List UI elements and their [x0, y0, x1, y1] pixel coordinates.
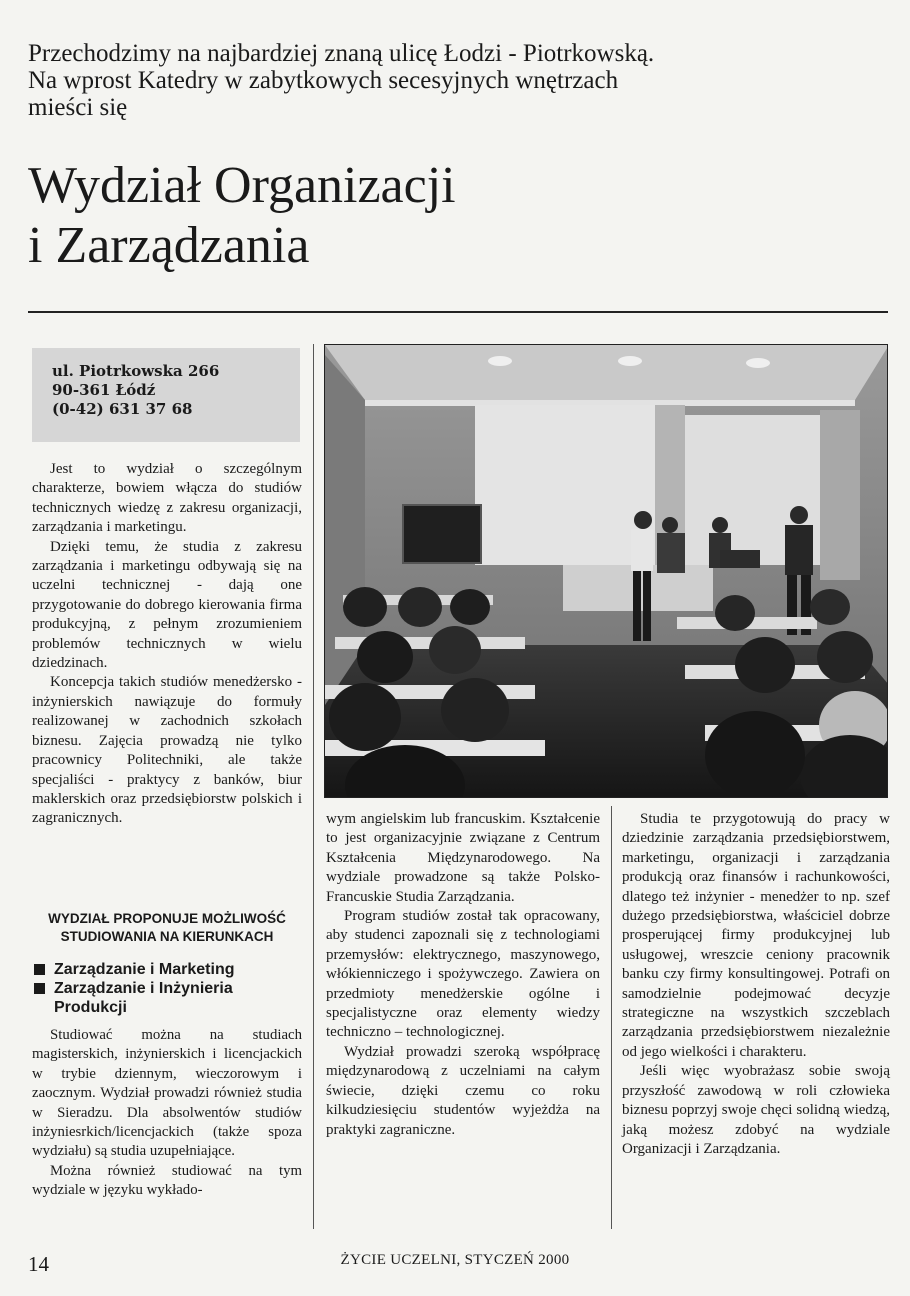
kierunki-list	[32, 960, 302, 1017]
col2-paragraph-2: Program studiów został tak opracowany, aby studenci zapoznali się z technologiami przemysłów: elektrycznego, maszynowego, włókienniczego i spożywczego. Zawiera on przedmioty menedżerskie ogólne i specjalistyczne oraz elementy wiedzy techniczno – technologicznej.	[326, 908, 600, 1041]
column-2	[326, 810, 600, 1140]
column-divider-1	[313, 344, 314, 1229]
col3-paragraph-2: Jeśli więc wyobrażasz sobie swoją przyszłość zawodową w roli człowieka biznesu poprzyj swoje chęci solidną wiedzą, jaką możesz zdobyć na wydziale Organizacji i Zarządzania.	[622, 1063, 890, 1157]
col2-paragraph-3: Wydział prowadzi szeroką współpracę międzynarodową z uczelniami na całym świecie, dzięki czemu co roku kilkudziesięciu studentów wyjeżdża na praktyki zagraniczne.	[326, 1043, 600, 1138]
classroom-photo-illustration	[325, 345, 888, 798]
col2-paragraph-1: wym angielskim lub francuskim. Kształcenie to jest organizacyjnie związane z Centrum Kształcenia Międzynarodowego. Na wydziale prowadzone są także Polsko-Francuskie Studia Zarządzania.	[326, 811, 600, 905]
list-item	[32, 979, 302, 1017]
section-heading-line-2: STUDIOWANIA NA KIERUNKACH	[60, 929, 274, 944]
section-paragraph-2: Można również studiować na tym wydziale w języku wykłado-	[32, 1162, 302, 1199]
page-title	[28, 156, 888, 276]
intro-line-1: Przechodzimy na najbardziej znaną ulicę Łodzi - Piotrkowską.	[28, 40, 655, 67]
bullet-square-icon	[34, 964, 45, 975]
page-number: 14	[28, 1252, 49, 1276]
address-phone: (0-42) 631 37 68	[52, 400, 193, 418]
intro-line-3: mieści się	[28, 94, 128, 121]
magazine-footer: ŻYCIE UCZELNI, STYCZEŃ 2000	[340, 1252, 570, 1268]
title-line-2: i Zarządzania	[28, 217, 310, 274]
kierunek-2: Zarządzanie i Inżynieria Produkcji	[54, 980, 233, 1016]
list-item	[32, 960, 302, 979]
title-divider	[28, 311, 888, 313]
col1-paragraph-1: Jest to wydział o szczególnym charakterze, bowiem włącza do studiów technicznych wiedzę z zakresu organizacji, zarządzania i marketingu.	[32, 461, 302, 536]
intro-text	[28, 40, 888, 121]
section-paragraph-1: Studiować można na studiach magisterskich, inżynierskich i licencjackich w trybie dziennym, wieczorowym i zaocznym. Wydział prowadzi również studia w Sieradzu. Dla absolwentów studiów inżyniesrkich/licencjackich (także spoza wydziału) są studia uzupełniające.	[32, 1027, 302, 1160]
title-line-1: Wydział Organizacji	[28, 157, 456, 214]
col1-paragraph-3: Koncepcja takich studiów menedżersko - inżynierskich nawiązuje do formuły realizowanej w zachodnich szkołach biznesu. Zajęcia prowadzą nie tylko pracownicy Politechniki, ale także specjaliści - praktycy z banków, biur maklerskich oraz przedsiębiorstw polskich i zagranicznych.	[32, 674, 302, 827]
column-divider-2	[611, 806, 612, 1229]
section-heading-line-1: WYDZIAŁ PROPONUJE MOŻLIWOŚĆ	[48, 911, 286, 926]
column-1	[32, 460, 302, 829]
address-box	[32, 348, 300, 442]
column-1-lower	[32, 1026, 302, 1201]
col1-paragraph-2: Dzięki temu, że studia z zakresu zarządzania i marketingu odbywają się na uczelni technicznej - dają one przygotowanie do dobrego kierowania firma produkcyjną, z pełnym zrozumieniem problemów technicznych w wielu dziedzinach.	[32, 538, 302, 672]
kierunek-1: Zarządzanie i Marketing	[54, 961, 235, 978]
intro-line-2: Na wprost Katedry w zabytkowych secesyjnych wnętrzach	[28, 67, 619, 94]
section-heading	[32, 910, 302, 946]
address-city: 90-361 Łódź	[52, 381, 156, 399]
col3-paragraph-1: Studia te przygotowują do pracy w dziedzinie zarządzania przedsiębiorstwem, marketingu, organizacji i zarządzania produkcją oraz finansów i rachunkowości, dlatego też inżynier - menedżer to np. szef dużego przedsiębiorstwa, właściciel dobrze prosperującej firmy produkcyjnej lub usługowej, wreszcie ceniony pracownik banku czy firmy konsultingowej. Potrafi on samodzielnie podejmować decyzje strategiczne na wszystkich szczeblach zarządzania przedsiębiorstwem niezależnie od jego wielkości i charakteru.	[622, 811, 890, 1060]
column-3	[622, 810, 890, 1159]
address-street: ul. Piotrkowska 266	[52, 362, 220, 380]
bullet-square-icon	[34, 983, 45, 994]
classroom-photo	[324, 344, 888, 798]
